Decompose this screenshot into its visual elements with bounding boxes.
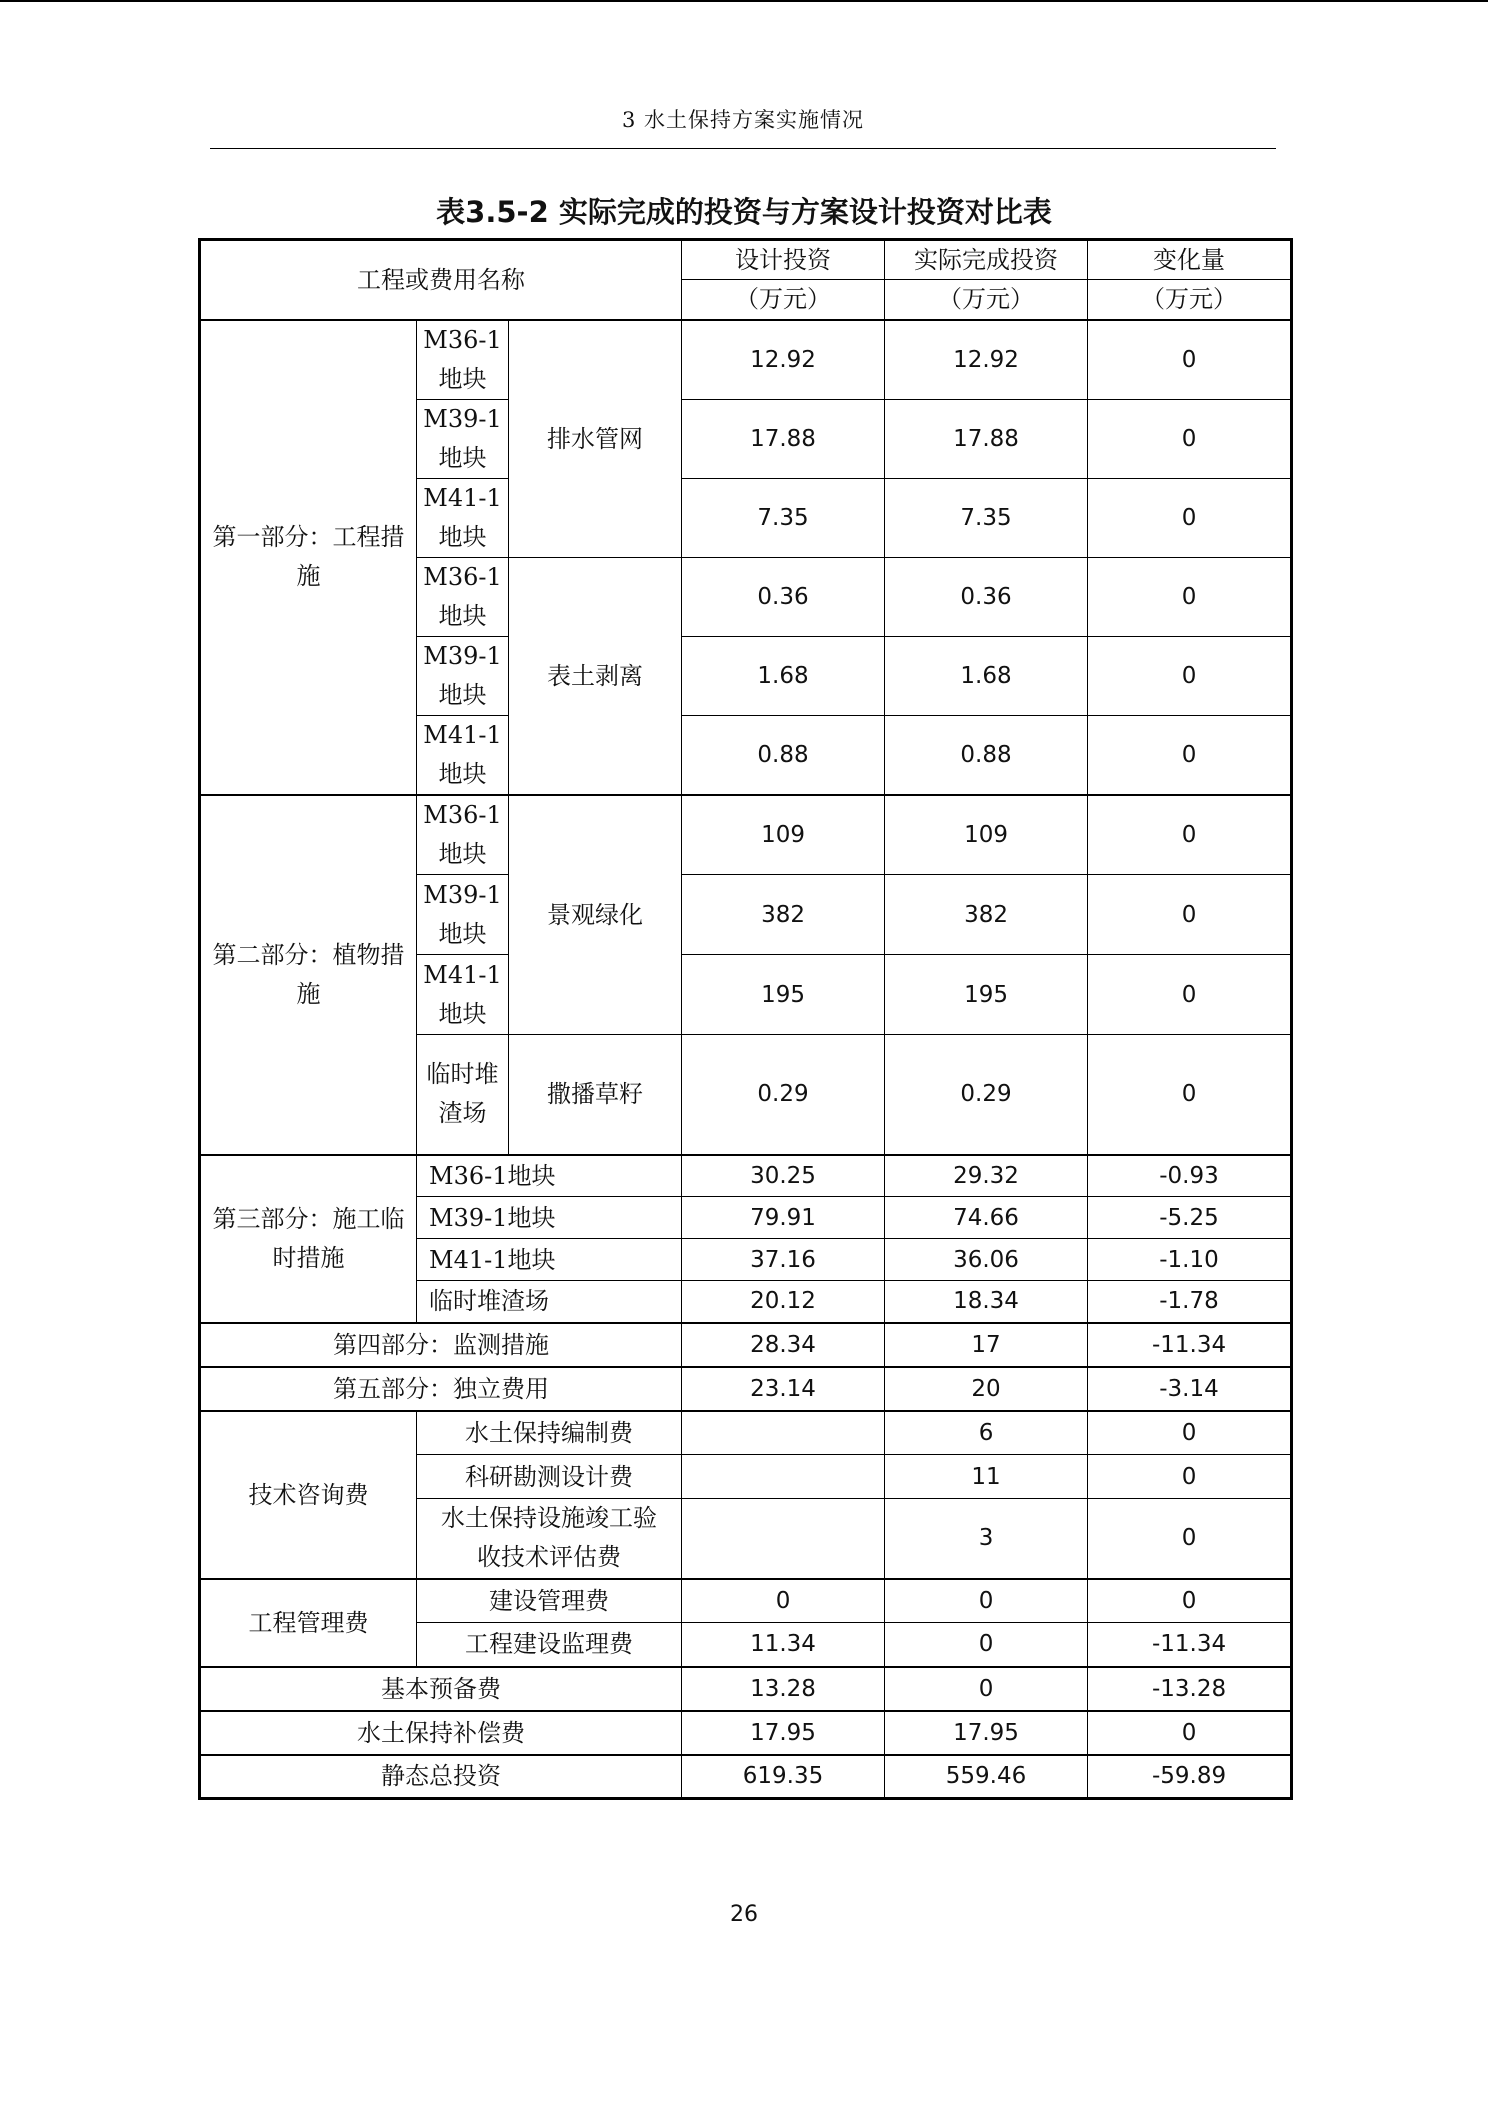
change-value: 0	[1088, 1455, 1292, 1499]
design-value: 17.95	[682, 1711, 885, 1755]
actual-value: 1.68	[885, 636, 1088, 715]
change-value: 0	[1088, 557, 1292, 636]
page-number: 26	[730, 1902, 758, 1927]
design-value: 37.16	[682, 1239, 885, 1281]
change-value: -1.78	[1088, 1281, 1292, 1323]
design-value: 619.35	[682, 1755, 885, 1799]
design-value: 0.88	[682, 715, 885, 795]
header-design: 设计投资	[682, 240, 885, 280]
actual-value: 74.66	[885, 1197, 1088, 1239]
item-topsoil: 表土剥离	[509, 557, 682, 795]
design-value: 0.29	[682, 1035, 885, 1155]
change-value: -3.14	[1088, 1367, 1292, 1411]
design-value: 0	[682, 1579, 885, 1623]
design-value: 109	[682, 795, 885, 875]
actual-value: 0	[885, 1579, 1088, 1623]
plot-label: M41-1地块	[417, 1239, 682, 1281]
part-4-label: 第四部分：监测措施	[200, 1323, 682, 1367]
design-value	[682, 1499, 885, 1579]
management-fee-label: 工程管理费	[200, 1579, 417, 1667]
change-value: 0	[1088, 1035, 1292, 1155]
table-row	[200, 1367, 1292, 1411]
plot-label: M39-1地块	[417, 636, 509, 715]
actual-value: 20	[885, 1367, 1088, 1411]
item-drainage: 排水管网	[509, 320, 682, 558]
compensation-fee-label: 水土保持补偿费	[200, 1711, 682, 1755]
actual-value: 7.35	[885, 478, 1088, 557]
actual-value: 36.06	[885, 1239, 1088, 1281]
actual-value: 17	[885, 1323, 1088, 1367]
actual-value: 17.88	[885, 399, 1088, 478]
change-value: 0	[1088, 955, 1292, 1035]
design-value: 195	[682, 955, 885, 1035]
design-value: 12.92	[682, 320, 885, 400]
header-name: 工程或费用名称	[200, 240, 682, 320]
design-value: 0.36	[682, 557, 885, 636]
actual-value: 29.32	[885, 1155, 1088, 1197]
change-value: 0	[1088, 715, 1292, 795]
change-value: -5.25	[1088, 1197, 1292, 1239]
table-row	[200, 1411, 1292, 1455]
header-actual: 实际完成投资	[885, 240, 1088, 280]
design-value: 28.34	[682, 1323, 885, 1367]
plot-label: M39-1地块	[417, 399, 509, 478]
design-value: 17.88	[682, 399, 885, 478]
change-value: -11.34	[1088, 1323, 1292, 1367]
fee-label: 水土保持设施竣工验收技术评估费	[417, 1499, 682, 1579]
plot-label: M41-1地块	[417, 478, 509, 557]
change-value: 0	[1088, 1711, 1292, 1755]
plot-label: M36-1地块	[417, 557, 509, 636]
table-header-row	[200, 240, 1292, 280]
plot-label: 临时堆渣场	[417, 1035, 509, 1155]
actual-value: 559.46	[885, 1755, 1088, 1799]
actual-value: 195	[885, 955, 1088, 1035]
design-value	[682, 1411, 885, 1455]
table-row	[200, 795, 1292, 875]
table-row	[200, 1155, 1292, 1197]
table-row	[200, 1667, 1292, 1711]
page-top-edge	[0, 0, 1488, 2]
change-value: 0	[1088, 1499, 1292, 1579]
plot-label: M39-1地块	[417, 875, 509, 955]
actual-value: 18.34	[885, 1281, 1088, 1323]
header-rule	[210, 148, 1276, 149]
actual-value: 17.95	[885, 1711, 1088, 1755]
change-value: -11.34	[1088, 1623, 1292, 1667]
design-value: 23.14	[682, 1367, 885, 1411]
item-seeding: 撒播草籽	[509, 1035, 682, 1155]
design-value: 11.34	[682, 1623, 885, 1667]
design-value: 7.35	[682, 478, 885, 557]
change-value: 0	[1088, 399, 1292, 478]
change-value: -0.93	[1088, 1155, 1292, 1197]
unit-design: （万元）	[682, 280, 885, 320]
actual-value: 6	[885, 1411, 1088, 1455]
design-value	[682, 1455, 885, 1499]
plot-label: M41-1地块	[417, 955, 509, 1035]
table-row	[200, 1323, 1292, 1367]
unit-change: （万元）	[1088, 280, 1292, 320]
table-caption: 表3.5-2 实际完成的投资与方案设计投资对比表	[436, 195, 1052, 229]
running-header: 3 水土保持方案实施情况	[621, 108, 865, 132]
fee-label: 科研勘测设计费	[417, 1455, 682, 1499]
change-value: -1.10	[1088, 1239, 1292, 1281]
part-5-label: 第五部分：独立费用	[200, 1367, 682, 1411]
plot-label: M41-1地块	[417, 715, 509, 795]
change-value: 0	[1088, 875, 1292, 955]
change-value: 0	[1088, 320, 1292, 400]
design-value: 1.68	[682, 636, 885, 715]
actual-value: 12.92	[885, 320, 1088, 400]
actual-value: 0	[885, 1667, 1088, 1711]
change-value: 0	[1088, 1411, 1292, 1455]
change-value: 0	[1088, 478, 1292, 557]
change-value: 0	[1088, 795, 1292, 875]
actual-value: 0.29	[885, 1035, 1088, 1155]
part-2-label: 第二部分：植物措施	[200, 795, 417, 1155]
table-row	[200, 1711, 1292, 1755]
actual-value: 109	[885, 795, 1088, 875]
actual-value: 3	[885, 1499, 1088, 1579]
design-value: 79.91	[682, 1197, 885, 1239]
item-landscape: 景观绿化	[509, 795, 682, 1035]
plot-label: M36-1地块	[417, 320, 509, 400]
actual-value: 0.36	[885, 557, 1088, 636]
actual-value: 0	[885, 1623, 1088, 1667]
fee-label: 水土保持编制费	[417, 1411, 682, 1455]
plot-label: M39-1地块	[417, 1197, 682, 1239]
design-value: 20.12	[682, 1281, 885, 1323]
change-value: 0	[1088, 1579, 1292, 1623]
change-value: -13.28	[1088, 1667, 1292, 1711]
change-value: 0	[1088, 636, 1292, 715]
plot-label: M36-1地块	[417, 795, 509, 875]
actual-value: 11	[885, 1455, 1088, 1499]
part-1-label: 第一部分：工程措施	[200, 320, 417, 795]
design-value: 30.25	[682, 1155, 885, 1197]
fee-label: 建设管理费	[417, 1579, 682, 1623]
tech-consulting-label: 技术咨询费	[200, 1411, 417, 1579]
static-total-label: 静态总投资	[200, 1755, 682, 1799]
actual-value: 0.88	[885, 715, 1088, 795]
part-3-label: 第三部分：施工临时措施	[200, 1155, 417, 1323]
design-value: 382	[682, 875, 885, 955]
table-row-total	[200, 1755, 1292, 1799]
header-change: 变化量	[1088, 240, 1292, 280]
design-value: 13.28	[682, 1667, 885, 1711]
plot-label: M36-1地块	[417, 1155, 682, 1197]
actual-value: 382	[885, 875, 1088, 955]
table-row	[200, 320, 1292, 400]
plot-label: 临时堆渣场	[417, 1281, 682, 1323]
investment-comparison-table	[198, 238, 1293, 1800]
change-value: -59.89	[1088, 1755, 1292, 1799]
fee-label: 工程建设监理费	[417, 1623, 682, 1667]
unit-actual: （万元）	[885, 280, 1088, 320]
basic-reserve-label: 基本预备费	[200, 1667, 682, 1711]
table-row	[200, 1579, 1292, 1623]
